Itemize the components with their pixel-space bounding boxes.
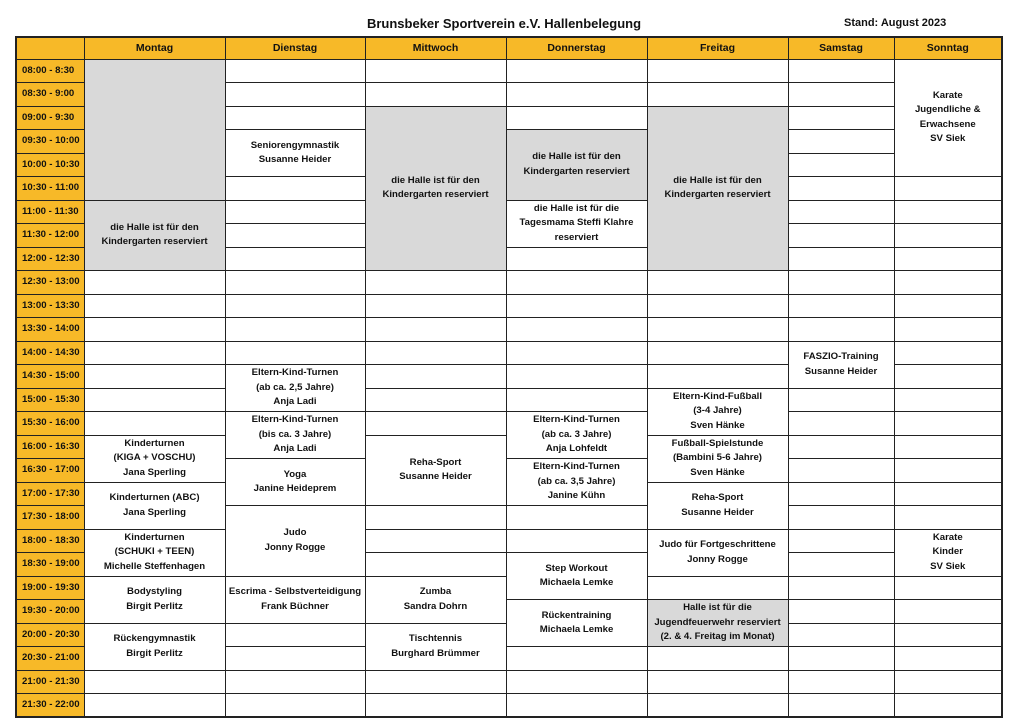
entry-tuesday-escrima xyxy=(225,576,365,623)
empty-slot xyxy=(225,59,365,83)
empty-slot xyxy=(647,318,788,342)
empty-slot xyxy=(788,153,894,177)
empty-slot xyxy=(894,365,1002,389)
empty-slot xyxy=(225,106,365,130)
entry-thursday-kindergarten xyxy=(506,130,647,201)
time-label: 19:00 - 19:30 xyxy=(16,576,84,600)
entry-line: Susanne Heider xyxy=(399,471,472,483)
entry-line: Michaela Lemke xyxy=(539,577,614,588)
empty-slot xyxy=(647,694,788,718)
entry-line: Burghard Brümmer xyxy=(391,647,480,659)
empty-slot xyxy=(365,553,506,577)
time-label: 11:00 - 11:30 xyxy=(16,200,84,224)
empty-slot xyxy=(788,388,894,412)
entry-line: Jana Sperling xyxy=(123,506,186,518)
day-header: Montag xyxy=(84,37,225,59)
empty-slot xyxy=(788,647,894,671)
entry-line: Escrima - Selbstverteidigung xyxy=(228,586,362,597)
time-label: 08:30 - 9:00 xyxy=(16,83,84,107)
entry-line: Erwachsene xyxy=(919,118,976,130)
empty-slot xyxy=(365,271,506,295)
empty-slot xyxy=(788,271,894,295)
entry-line: Kindergarten reserviert xyxy=(101,236,208,248)
entry-friday-jugendfeuerwehr xyxy=(647,600,788,647)
entry-tuesday-seniorengymnastik xyxy=(225,130,365,177)
entry-line: Kindergarten reserviert xyxy=(382,189,489,201)
empty-slot xyxy=(506,506,647,530)
entry-line: die Halle ist für den xyxy=(391,174,480,186)
entry-line: die Halle ist für den xyxy=(110,221,199,233)
day-header: Mittwoch xyxy=(365,37,506,59)
entry-line: Birgit Perlitz xyxy=(126,647,183,659)
empty-slot xyxy=(506,271,647,295)
empty-slot xyxy=(894,576,1002,600)
entry-line: Rückentraining xyxy=(541,609,612,621)
empty-slot xyxy=(84,412,225,436)
empty-slot xyxy=(788,177,894,201)
entry-line: Eltern-Kind-Turnen xyxy=(533,461,620,473)
time-label: 14:00 - 14:30 xyxy=(16,341,84,365)
empty-slot xyxy=(788,130,894,154)
empty-slot xyxy=(365,412,506,436)
empty-slot xyxy=(506,694,647,718)
entry-line: Jugendfeuerwehr reserviert xyxy=(654,616,781,628)
entry-line: Sven Hänke xyxy=(690,466,745,478)
entry-line: (ab ca. 2,5 Jahre) xyxy=(256,381,334,393)
entry-line: (KIGA + VOSCHU) xyxy=(113,452,196,464)
entry-line: Anja Lohfeldt xyxy=(545,443,608,455)
entry-monday-kindergarten xyxy=(84,200,225,271)
empty-slot xyxy=(506,83,647,107)
time-label: 09:30 - 10:00 xyxy=(16,130,84,154)
empty-slot xyxy=(647,365,788,389)
empty-slot xyxy=(506,106,647,130)
time-label: 15:00 - 15:30 xyxy=(16,388,84,412)
time-label: 20:30 - 21:00 xyxy=(16,647,84,671)
entry-line: Kinderturnen xyxy=(124,531,185,543)
entry-line: Sven Hänke xyxy=(690,419,745,431)
day-header: Freitag xyxy=(647,37,788,59)
entry-line: Jonny Rogge xyxy=(687,553,748,565)
entry-wednesday-reha-sport xyxy=(365,435,506,506)
entry-friday-judo-fortgeschrittene xyxy=(647,529,788,576)
entry-thursday-eltern-kind-turnen-35 xyxy=(506,459,647,506)
empty-slot xyxy=(225,670,365,694)
entry-tuesday-eltern-kind-turnen-25 xyxy=(225,365,365,412)
entry-line: Tischtennis xyxy=(408,633,463,644)
empty-slot xyxy=(788,200,894,224)
empty-slot xyxy=(365,83,506,107)
empty-slot xyxy=(365,506,506,530)
entry-line: Eltern-Kind-Turnen xyxy=(251,367,339,379)
entry-tuesday-eltern-kind-turnen-3 xyxy=(225,412,365,459)
empty-slot xyxy=(506,318,647,342)
time-label: 15:30 - 16:00 xyxy=(16,412,84,436)
entry-line: Karate xyxy=(932,89,963,101)
empty-slot xyxy=(84,694,225,718)
empty-slot xyxy=(788,553,894,577)
time-label: 21:30 - 22:00 xyxy=(16,694,84,718)
empty-slot xyxy=(365,294,506,318)
entry-line: Kindergarten reserviert xyxy=(523,165,630,177)
empty-slot xyxy=(788,623,894,647)
schedule-table xyxy=(15,36,1003,718)
entry-monday-kinderturnen-abc xyxy=(84,482,225,529)
empty-slot xyxy=(894,435,1002,459)
empty-slot xyxy=(84,271,225,295)
empty-slot xyxy=(894,388,1002,412)
time-label: 17:30 - 18:00 xyxy=(16,506,84,530)
empty-slot xyxy=(225,271,365,295)
entry-saturday-faszio xyxy=(788,341,894,388)
entry-thursday-tagesmama xyxy=(506,200,647,247)
entry-line: Eltern-Kind-Turnen xyxy=(251,414,339,426)
entry-line: Anja Ladi xyxy=(273,443,317,455)
empty-slot xyxy=(225,318,365,342)
entry-monday-bodystyling xyxy=(84,576,225,623)
entry-sunday-karate-adults xyxy=(894,59,1002,177)
time-label: 09:00 - 9:30 xyxy=(16,106,84,130)
empty-slot xyxy=(788,459,894,483)
entry-line: Kindergarten reserviert xyxy=(664,189,771,201)
empty-slot xyxy=(788,106,894,130)
empty-slot xyxy=(225,247,365,271)
entry-line: Reha-Sport xyxy=(691,492,744,503)
empty-slot xyxy=(894,224,1002,248)
time-label: 18:30 - 19:00 xyxy=(16,553,84,577)
time-label: 10:00 - 10:30 xyxy=(16,153,84,177)
empty-slot xyxy=(225,647,365,671)
empty-slot xyxy=(647,59,788,83)
entry-friday-fussball-spielstunde xyxy=(647,435,788,482)
empty-slot xyxy=(647,670,788,694)
entry-line: Susanne Heider xyxy=(681,506,754,518)
entry-monday-kinderturnen-kiga xyxy=(84,435,225,482)
empty-slot xyxy=(788,294,894,318)
empty-slot xyxy=(225,694,365,718)
entry-monday-kinderturnen-schuki xyxy=(84,529,225,576)
empty-slot xyxy=(365,365,506,389)
entry-line: SV Siek xyxy=(930,133,966,145)
empty-slot xyxy=(506,647,647,671)
empty-slot xyxy=(365,388,506,412)
empty-slot xyxy=(788,600,894,624)
entry-sunday-karate-kids xyxy=(894,529,1002,576)
time-label: 11:30 - 12:00 xyxy=(16,224,84,248)
empty-slot xyxy=(894,647,1002,671)
empty-slot xyxy=(894,294,1002,318)
empty-slot xyxy=(894,482,1002,506)
empty-slot xyxy=(788,529,894,553)
day-header: Donnerstag xyxy=(506,37,647,59)
time-label: 18:00 - 18:30 xyxy=(16,529,84,553)
empty-slot xyxy=(365,318,506,342)
entry-wednesday-kindergarten xyxy=(365,106,506,271)
entry-line: reserviert xyxy=(554,231,599,243)
empty-slot xyxy=(894,247,1002,271)
reserved-block-monday-morning xyxy=(84,59,225,200)
entry-line: Kinderturnen xyxy=(124,437,185,449)
empty-slot xyxy=(506,365,647,389)
empty-slot xyxy=(225,341,365,365)
entry-friday-reha-sport xyxy=(647,482,788,529)
time-label: 14:30 - 15:00 xyxy=(16,365,84,389)
entry-line: (ab ca. 3,5 Jahre) xyxy=(537,475,616,487)
entry-line: die Halle ist für den xyxy=(532,151,621,163)
entry-line: Jugendliche & xyxy=(914,104,981,116)
empty-slot xyxy=(647,647,788,671)
entry-friday-eltern-kind-fussball xyxy=(647,388,788,435)
stand-date: Stand: August 2023 xyxy=(844,17,947,29)
empty-slot xyxy=(894,670,1002,694)
entry-monday-rueckengymnastik xyxy=(84,623,225,670)
empty-slot xyxy=(788,59,894,83)
entry-line: Birgit Perlitz xyxy=(126,600,183,612)
corner-cell xyxy=(16,37,84,59)
entry-line: (SCHUKI + TEEN) xyxy=(114,546,195,558)
empty-slot xyxy=(788,482,894,506)
entry-tuesday-judo xyxy=(225,506,365,577)
day-header: Dienstag xyxy=(225,37,365,59)
time-label: 20:00 - 20:30 xyxy=(16,623,84,647)
empty-slot xyxy=(506,59,647,83)
empty-slot xyxy=(647,294,788,318)
time-label: 19:30 - 20:00 xyxy=(16,600,84,624)
empty-slot xyxy=(365,341,506,365)
empty-slot xyxy=(84,341,225,365)
time-label: 13:30 - 14:00 xyxy=(16,318,84,342)
empty-slot xyxy=(84,294,225,318)
empty-slot xyxy=(788,435,894,459)
empty-slot xyxy=(894,271,1002,295)
empty-slot xyxy=(894,341,1002,365)
entry-line: Karate xyxy=(932,531,963,543)
entry-friday-kindergarten xyxy=(647,106,788,271)
empty-slot xyxy=(788,506,894,530)
entry-line: (3-4 Jahre) xyxy=(693,405,742,417)
entry-line: Eltern-Kind-Turnen xyxy=(533,414,620,426)
empty-slot xyxy=(788,412,894,436)
entry-line: die Halle ist für den xyxy=(673,174,762,186)
entry-line: (ab ca. 3 Jahre) xyxy=(541,428,612,440)
entry-line: Sandra Dohrn xyxy=(403,600,468,612)
empty-slot xyxy=(365,694,506,718)
empty-slot xyxy=(225,623,365,647)
empty-slot xyxy=(894,600,1002,624)
empty-slot xyxy=(894,459,1002,483)
time-label: 16:30 - 17:00 xyxy=(16,459,84,483)
empty-slot xyxy=(225,200,365,224)
empty-slot xyxy=(506,529,647,553)
day-header: Samstag xyxy=(788,37,894,59)
entry-line: Step Workout xyxy=(545,562,608,574)
time-label: 16:00 - 16:30 xyxy=(16,435,84,459)
time-label: 12:30 - 13:00 xyxy=(16,271,84,295)
empty-slot xyxy=(84,670,225,694)
entry-line: Tagesmama Steffi Klahre xyxy=(519,217,634,229)
empty-slot xyxy=(506,294,647,318)
time-label: 17:00 - 17:30 xyxy=(16,482,84,506)
empty-slot xyxy=(84,365,225,389)
entry-line: Seniorengymnastik xyxy=(250,139,340,151)
entry-line: Judo für Fortgeschrittene xyxy=(659,539,776,550)
empty-slot xyxy=(365,529,506,553)
empty-slot xyxy=(894,694,1002,718)
empty-slot xyxy=(894,318,1002,342)
entry-line: Janine Kühn xyxy=(547,490,606,502)
empty-slot xyxy=(647,83,788,107)
empty-slot xyxy=(894,623,1002,647)
entry-line: Jana Sperling xyxy=(123,466,186,478)
entry-line: Janine Heideprem xyxy=(253,483,337,494)
time-label: 12:00 - 12:30 xyxy=(16,247,84,271)
empty-slot xyxy=(647,576,788,600)
time-label: 10:30 - 11:00 xyxy=(16,177,84,201)
entry-line: (2. & 4. Freitag im Monat) xyxy=(660,631,775,643)
empty-slot xyxy=(506,341,647,365)
entry-line: (bis ca. 3 Jahre) xyxy=(258,428,332,440)
time-label: 13:00 - 13:30 xyxy=(16,294,84,318)
entry-line: Eltern-Kind-Fußball xyxy=(673,390,762,402)
entry-wednesday-tischtennis xyxy=(365,623,506,670)
entry-line: Halle ist für die xyxy=(683,602,752,614)
entry-thursday-rueckentraining xyxy=(506,600,647,647)
empty-slot xyxy=(84,318,225,342)
empty-slot xyxy=(894,200,1002,224)
page-title: Brunsbeker Sportverein e.V. Hallenbelegung xyxy=(366,16,642,31)
empty-slot xyxy=(365,59,506,83)
entry-line: Jonny Rogge xyxy=(264,541,326,553)
empty-slot xyxy=(225,83,365,107)
entry-thursday-eltern-kind-turnen-3 xyxy=(506,412,647,459)
entry-line: Anja Ladi xyxy=(273,396,317,408)
entry-thursday-step-workout xyxy=(506,553,647,600)
time-label: 21:00 - 21:30 xyxy=(16,670,84,694)
entry-line: (Bambini 5-6 Jahre) xyxy=(672,452,763,464)
empty-slot xyxy=(84,388,225,412)
time-label: 08:00 - 8:30 xyxy=(16,59,84,83)
empty-slot xyxy=(894,177,1002,201)
entry-line: Yoga xyxy=(283,468,307,480)
entry-line: Susanne Heider xyxy=(804,365,878,377)
header-row xyxy=(16,37,1002,59)
empty-slot xyxy=(647,341,788,365)
entry-line: Judo xyxy=(283,527,307,539)
empty-slot xyxy=(788,670,894,694)
empty-slot xyxy=(788,576,894,600)
entry-line: Michaela Lemke xyxy=(539,624,614,635)
empty-slot xyxy=(647,271,788,295)
empty-slot xyxy=(788,83,894,107)
empty-slot xyxy=(788,247,894,271)
entry-tuesday-yoga xyxy=(225,459,365,506)
entry-line: Fußball-Spielstunde xyxy=(671,437,764,449)
entry-line: Susanne Heider xyxy=(258,154,332,165)
empty-slot xyxy=(788,694,894,718)
entry-line: Michelle Steffenhagen xyxy=(103,560,206,572)
entry-line: Kinder xyxy=(932,546,963,558)
entry-line: Kinderturnen (ABC) xyxy=(109,492,200,503)
entry-line: Zumba xyxy=(419,586,452,597)
day-header: Sonntag xyxy=(894,37,1002,59)
empty-slot xyxy=(225,224,365,248)
empty-slot xyxy=(506,670,647,694)
empty-slot xyxy=(225,177,365,201)
empty-slot xyxy=(788,318,894,342)
empty-slot xyxy=(894,412,1002,436)
empty-slot xyxy=(506,247,647,271)
entry-wednesday-zumba xyxy=(365,576,506,623)
entry-line: SV Siek xyxy=(930,560,966,572)
entry-line: Frank Büchner xyxy=(261,600,329,612)
empty-slot xyxy=(225,294,365,318)
empty-slot xyxy=(894,506,1002,530)
entry-line: Rückengymnastik xyxy=(113,633,196,644)
empty-slot xyxy=(506,388,647,412)
entry-line: Bodystyling xyxy=(127,586,182,597)
entry-line: die Halle ist für die xyxy=(533,202,620,214)
empty-slot xyxy=(788,224,894,248)
entry-line: Reha-Sport xyxy=(409,456,462,468)
empty-slot xyxy=(365,670,506,694)
entry-line: FASZIO-Training xyxy=(803,351,879,362)
